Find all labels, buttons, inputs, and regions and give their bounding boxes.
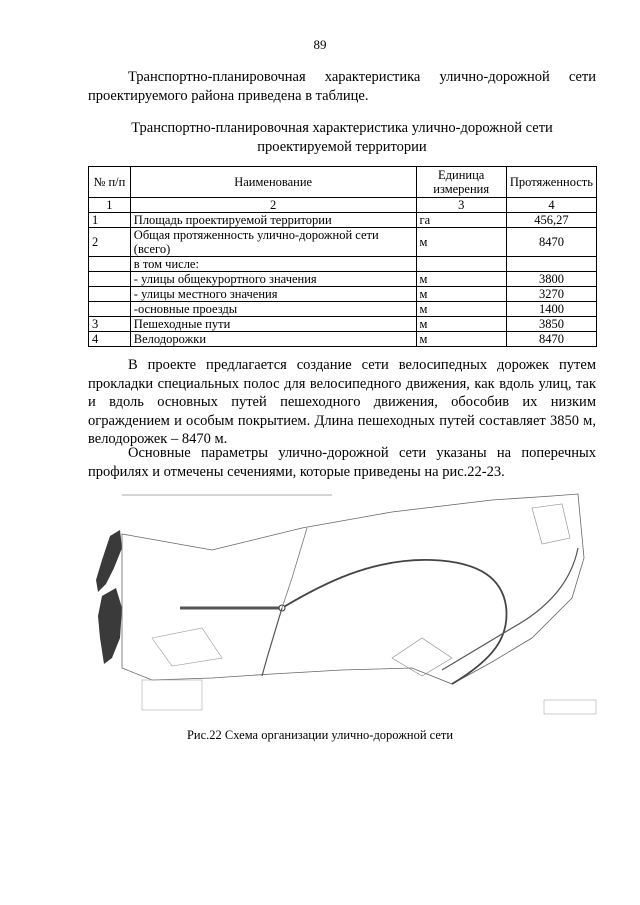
map-title-block [544, 700, 596, 714]
dark-area-lower [98, 588, 122, 664]
territory-boundary [122, 494, 584, 684]
row-value: 456,27 [506, 213, 596, 228]
row-name: Площадь проектируемой территории [130, 213, 416, 228]
main-street [282, 560, 507, 684]
table-row [89, 287, 597, 302]
header-length: Протяженность [506, 167, 596, 198]
row-name: Пешеходные пути [130, 317, 416, 332]
row-value: 8470 [506, 332, 596, 347]
row-number [89, 272, 131, 287]
column-number: 3 [416, 198, 506, 213]
row-unit: га [416, 213, 506, 228]
row-value: 1400 [506, 302, 596, 317]
table-row [89, 302, 597, 317]
row-number: 1 [89, 213, 131, 228]
row-value: 3800 [506, 272, 596, 287]
row-name: Велодорожки [130, 332, 416, 347]
row-number: 2 [89, 228, 131, 257]
table-row [89, 228, 597, 257]
coastal-road [442, 548, 578, 670]
table-row [89, 332, 597, 347]
table-row [89, 213, 597, 228]
header-name: Наименование [130, 167, 416, 198]
block-outline [532, 504, 570, 544]
bike-paths-paragraph: В проекте предлагается создание сети велосипедных дорожек путем прокладки специальных полос для велосипедного движения, как вдоль улиц, так и вдоль основных путей пешеходного движения, обособив их низким ограждением и особым покрытием. Длина пешеходных путей составляет 3850 м, велодорожек – 8470 м. [88, 357, 596, 447]
row-unit: м [416, 317, 506, 332]
table-caption: Транспортно-планировочная характеристика улично-дорожной сети проектируемой территории [131, 120, 553, 155]
table-column-numbers-row [89, 198, 597, 213]
row-value: 3850 [506, 317, 596, 332]
table-row [89, 317, 597, 332]
intro-paragraph: Транспортно-планировочная характеристика улично-дорожной сети проектируемого района приведена в таблице. [88, 69, 596, 104]
parameters-paragraph: Основные параметры улично-дорожной сети указаны на поперечных профилях и отмечены сечениями, которые приведены на рис.22-23. [88, 445, 596, 480]
row-name: в том числе: [130, 257, 416, 272]
row-name: -основные проезды [130, 302, 416, 317]
row-unit [416, 257, 506, 272]
row-number [89, 287, 131, 302]
block-outline [392, 638, 452, 676]
row-unit: м [416, 272, 506, 287]
block-outline [152, 628, 222, 666]
column-number: 2 [130, 198, 416, 213]
header-unit: Единица измерения [416, 167, 506, 198]
row-number: 4 [89, 332, 131, 347]
map-legend [142, 680, 202, 710]
row-number: 3 [89, 317, 131, 332]
road-network-map [92, 488, 608, 718]
table-row [89, 272, 597, 287]
header-number: № п/п [89, 167, 131, 198]
row-unit: м [416, 228, 506, 257]
figure-caption: Рис.22 Схема организации улично-дорожной сети [186, 728, 454, 742]
row-unit: м [416, 302, 506, 317]
characteristics-table [88, 166, 597, 347]
row-value: 3270 [506, 287, 596, 302]
row-number [89, 302, 131, 317]
row-name: - улицы местного значения [130, 287, 416, 302]
page-number: 89 [313, 37, 327, 52]
row-number [89, 257, 131, 272]
table-row [89, 257, 597, 272]
row-name: Общая протяженность улично-дорожной сети (всего) [130, 228, 416, 257]
row-name: - улицы общекурортного значения [130, 272, 416, 287]
table-header-row [89, 167, 597, 198]
dark-area-upper [96, 530, 122, 592]
column-number: 1 [89, 198, 131, 213]
row-value [506, 257, 596, 272]
column-number: 4 [506, 198, 596, 213]
local-street [262, 608, 282, 676]
row-unit: м [416, 332, 506, 347]
row-value: 8470 [506, 228, 596, 257]
row-unit: м [416, 287, 506, 302]
